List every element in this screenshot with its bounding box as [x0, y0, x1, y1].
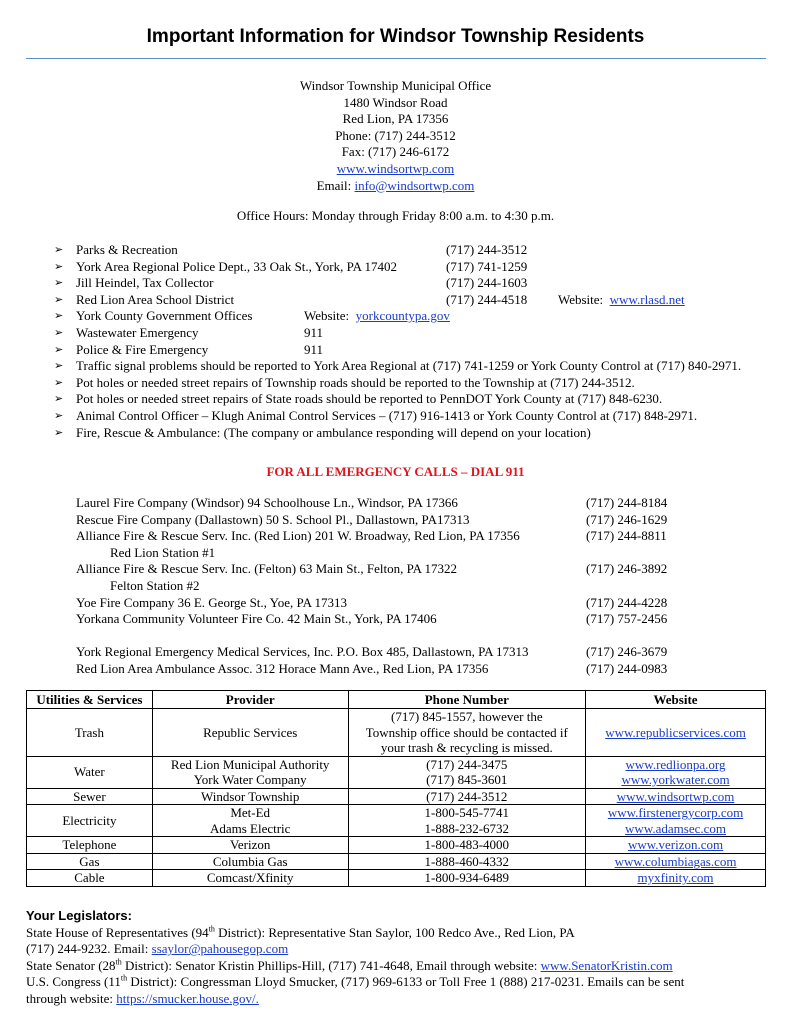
contact-phone: (717) 244-4518: [446, 291, 528, 307]
phone-cell: [348, 805, 586, 837]
office-email-link[interactable]: info@windsortwp.com: [354, 177, 475, 193]
service-cell: Sewer: [27, 788, 153, 805]
office-email-line: [0, 178, 791, 195]
arrow-bullet-icon: ➢: [54, 376, 64, 389]
text-run: District): Congressman Lloyd Smucker, (717) 969-6133 or Toll Free 1 (888) 217-0231. Emails can be sent: [127, 974, 685, 990]
table-row: [27, 837, 766, 854]
text-run: District): Representative Stan Saylor, 100 Redco Ave., Red Lion, PA: [214, 924, 575, 940]
ordinal-suffix: th: [120, 974, 128, 984]
page-title: Important Information for Windsor Township Residents: [146, 26, 645, 47]
school-district-website-link[interactable]: www.rlasd.net: [609, 291, 685, 307]
title-divider: [26, 58, 766, 59]
list-item: [54, 375, 774, 392]
service-cell: Cable: [27, 870, 153, 887]
provider-cell: Columbia Gas: [152, 853, 348, 870]
fire-station-name: Felton Station #2: [110, 577, 200, 593]
fire-company-phone: (717) 244-8184: [586, 495, 668, 510]
contact-phone: (717) 244-1603: [446, 275, 528, 291]
website-cell: [586, 788, 766, 805]
website-link[interactable]: www.verizon.com: [627, 837, 724, 852]
office-website-link[interactable]: www.windsortwp.com: [336, 160, 455, 176]
arrow-bullet-icon: ➢: [54, 260, 64, 273]
website-cell: [586, 837, 766, 854]
table-row: [27, 805, 766, 837]
state-house-line: [26, 925, 776, 942]
list-item: [54, 342, 774, 359]
table-row: [27, 870, 766, 887]
fire-company-name: Alliance Fire & Rescue Serv. Inc. (Red Lion) 201 W. Broadway, Red Lion, PA 17356: [76, 528, 520, 544]
text-run: State House of Representatives (94: [26, 924, 209, 940]
service-cell: Gas: [27, 853, 153, 870]
list-item: [76, 595, 776, 612]
table-row: [27, 709, 766, 757]
list-item: [76, 644, 776, 661]
website-cell: [586, 756, 766, 788]
senator-website-link[interactable]: www.SenatorKristin.com: [540, 957, 673, 973]
state-rep-email-link[interactable]: ssaylor@pahousegop.com: [151, 941, 289, 957]
fire-company-name: Yorkana Community Volunteer Fire Co. 42 Main St., York, PA 17406: [76, 611, 437, 627]
phone-line: 1-888-232-6732: [424, 820, 510, 836]
congress-line: [26, 974, 776, 991]
text-run: District): Senator Kristin Phillips-Hill, (717) 741-4648, Email through website:: [121, 957, 541, 973]
column-header-website: Website: [586, 691, 766, 709]
list-item: [54, 275, 774, 292]
website-cell: [586, 853, 766, 870]
office-fax: Fax: (717) 246-6172: [341, 144, 450, 160]
phone-line: your trash & recycling is missed.: [380, 740, 553, 755]
service-cell: Electricity: [27, 805, 153, 837]
contact-name: York County Government Offices: [76, 308, 253, 324]
list-item: [54, 259, 774, 276]
fire-company-phone: (717) 244-4228: [586, 594, 668, 610]
column-header-service: Utilities & Services: [27, 691, 153, 709]
ambulance-name: Red Lion Area Ambulance Assoc. 312 Horace Mann Ave., Red Lion, PA 17356: [76, 660, 489, 676]
fire-company-name: Rescue Fire Company (Dallastown) 50 S. School Pl., Dallastown, PA17313: [76, 511, 470, 527]
fire-company-name: Alliance Fire & Rescue Serv. Inc. (Felton) 63 Main St., Felton, PA 17322: [76, 561, 458, 577]
provider-cell: Comcast/Xfinity: [152, 870, 348, 887]
website-label: Website:: [558, 291, 604, 307]
list-item: [76, 611, 776, 628]
text-run: (717) 244-9232. Email:: [26, 941, 152, 957]
arrow-bullet-icon: ➢: [54, 409, 64, 422]
column-header-phone: Phone Number: [348, 691, 586, 709]
contact-phone: (717) 244-3512: [446, 242, 528, 257]
phone-line: 1-800-545-7741: [424, 805, 510, 820]
fire-company-phone: (717) 244-8811: [586, 528, 667, 544]
list-item: [76, 495, 776, 512]
website-cell: [586, 709, 766, 757]
website-link[interactable]: www.redlionpa.org: [625, 756, 726, 772]
provider-cell: [152, 756, 348, 788]
fire-company-phone: (717) 757-2456: [586, 611, 668, 627]
list-item-subline: [76, 545, 776, 562]
arrow-bullet-icon: ➢: [54, 343, 64, 356]
list-item: [54, 425, 774, 442]
fire-company-phone: (717) 246-3892: [586, 561, 668, 577]
york-county-website-link[interactable]: yorkcountypa.gov: [355, 308, 450, 324]
arrow-bullet-icon: ➢: [54, 393, 64, 406]
provider-cell: Verizon: [152, 837, 348, 854]
service-cell: Water: [27, 756, 153, 788]
contact-website-label: [304, 308, 450, 325]
website-link[interactable]: www.firstenergycorp.com: [607, 805, 744, 820]
utilities-table: [26, 690, 766, 887]
fire-company-name: Laurel Fire Company (Windsor) 94 Schoolhouse Ln., Windsor, PA 17366: [76, 495, 458, 510]
provider-line: Red Lion Municipal Authority: [170, 756, 330, 772]
contact-phone: (717) 741-1259: [446, 258, 528, 274]
list-item: [76, 661, 776, 678]
list-item: [76, 528, 776, 545]
office-name: Windsor Township Municipal Office: [299, 78, 492, 93]
list-item-subline: [76, 578, 776, 595]
contact-name: Red Lion Area School District: [76, 291, 235, 307]
list-item: [76, 561, 776, 578]
website-link[interactable]: www.windsortwp.com: [616, 788, 735, 804]
contact-website-label: [558, 292, 685, 309]
table-row: [27, 756, 766, 788]
list-item: [54, 325, 774, 342]
state-house-line-2: [26, 941, 776, 958]
website-cell: [586, 805, 766, 837]
list-item: [54, 242, 774, 259]
phone-line: (717) 845-3601: [426, 772, 508, 787]
contacts-list: [54, 242, 774, 441]
office-phone: Phone: (717) 244-3512: [335, 127, 456, 143]
contact-name: Police & Fire Emergency: [76, 341, 209, 357]
note-text: Pot holes or needed street repairs of Township roads should be reported to the Township at (717) 244-3512.: [76, 374, 635, 390]
list-item: [54, 292, 774, 309]
website-link[interactable]: myxfinity.com: [637, 870, 714, 885]
arrow-bullet-icon: ➢: [54, 310, 64, 323]
list-item: [54, 308, 774, 325]
contact-name: Parks & Recreation: [76, 242, 178, 257]
note-text: Traffic signal problems should be reported to York Area Regional at (717) 741-1259 or York County Control at (717) 840-2971.: [76, 358, 742, 374]
website-link[interactable]: www.republicservices.com: [605, 724, 746, 740]
emergency-heading: FOR ALL EMERGENCY CALLS – DIAL 911: [266, 464, 525, 479]
fire-station-name: Red Lion Station #1: [110, 544, 216, 560]
fire-company-phone: (717) 246-1629: [586, 511, 668, 527]
table-row: [27, 853, 766, 870]
phone-cell: [348, 709, 586, 757]
ambulance-name: York Regional Emergency Medical Services, Inc. P.O. Box 485, Dallastown, PA 17313: [76, 644, 529, 660]
arrow-bullet-icon: ➢: [54, 277, 64, 290]
table-row: [27, 788, 766, 805]
municipal-office-block: [0, 78, 791, 194]
list-item: [54, 358, 774, 375]
arrow-bullet-icon: ➢: [54, 360, 64, 373]
contact-phone: 911: [304, 324, 324, 340]
ambulance-phone: (717) 244-0983: [586, 660, 668, 676]
ordinal-suffix: th: [208, 924, 215, 934]
office-email-label: Email:: [316, 177, 355, 193]
text-run: State Senator (28: [26, 957, 116, 973]
service-cell: Telephone: [27, 837, 153, 854]
phone-cell: (717) 244-3512: [348, 788, 586, 805]
congressman-website-link[interactable]: https://smucker.house.gov/.: [116, 990, 259, 1006]
text-run: U.S. Congress (11: [26, 974, 121, 990]
text-run: through website:: [26, 990, 117, 1006]
arrow-bullet-icon: ➢: [54, 426, 64, 439]
office-address-line2: Red Lion, PA 17356: [342, 111, 449, 127]
arrow-bullet-icon: ➢: [54, 326, 64, 339]
ordinal-suffix: th: [115, 957, 122, 967]
website-link[interactable]: www.columbiagas.com: [614, 853, 737, 869]
service-cell: Trash: [27, 709, 153, 757]
list-item: [54, 408, 774, 425]
provider-cell: Windsor Township: [152, 788, 348, 805]
website-cell: [586, 870, 766, 887]
arrow-bullet-icon: ➢: [54, 293, 64, 306]
website-label: Website:: [304, 308, 350, 324]
note-text: Animal Control Officer – Klugh Animal Control Services – (717) 916-1413 or York County Control at (717) 848-2971.: [76, 407, 698, 423]
phone-line: (717) 244-3475: [426, 756, 508, 772]
provider-line: York Water Company: [193, 772, 307, 787]
phone-cell: 1-800-934-6489: [348, 870, 586, 887]
table-header-row: [27, 691, 766, 709]
provider-line: Adams Electric: [209, 820, 291, 836]
note-text: Pot holes or needed street repairs of State roads should be reported to PennDOT York County at (717) 848-6230.: [76, 391, 663, 407]
legislators-section: [26, 908, 776, 1008]
note-text: Fire, Rescue & Ambulance: (The company or ambulance responding will depend on your location): [76, 424, 591, 440]
fire-company-name: Yoe Fire Company 36 E. George St., Yoe, PA 17313: [76, 594, 347, 610]
provider-cell: [152, 805, 348, 837]
website-link[interactable]: www.yorkwater.com: [621, 772, 730, 787]
office-hours: Office Hours: Monday through Friday 8:00 a.m. to 4:30 p.m.: [236, 208, 555, 223]
phone-line: Township office should be contacted if: [365, 724, 568, 740]
contact-name: Jill Heindel, Tax Collector: [76, 275, 214, 291]
website-link[interactable]: www.adamsec.com: [625, 820, 726, 836]
contact-name: York Area Regional Police Dept., 33 Oak St., York, PA 17402: [76, 258, 398, 274]
fire-company-list: [76, 495, 776, 678]
congress-line-2: [26, 991, 776, 1008]
list-item: [54, 391, 774, 408]
phone-line: (717) 845-1557, however the: [390, 709, 543, 724]
spacer: [76, 628, 776, 645]
phone-cell: 1-800-483-4000: [348, 837, 586, 854]
state-senate-line: [26, 958, 776, 975]
contact-phone: 911: [304, 341, 324, 357]
arrow-bullet-icon: ➢: [54, 244, 64, 256]
column-header-provider: Provider: [152, 691, 348, 709]
provider-cell: Republic Services: [152, 709, 348, 757]
ambulance-phone: (717) 246-3679: [586, 644, 668, 660]
provider-line: Met-Ed: [230, 805, 271, 820]
contact-name: Wastewater Emergency: [76, 324, 199, 340]
phone-cell: [348, 756, 586, 788]
office-address-line1: 1480 Windsor Road: [343, 94, 448, 110]
phone-cell: 1-888-460-4332: [348, 853, 586, 870]
list-item: [76, 512, 776, 529]
legislators-heading: Your Legislators:: [26, 908, 132, 923]
